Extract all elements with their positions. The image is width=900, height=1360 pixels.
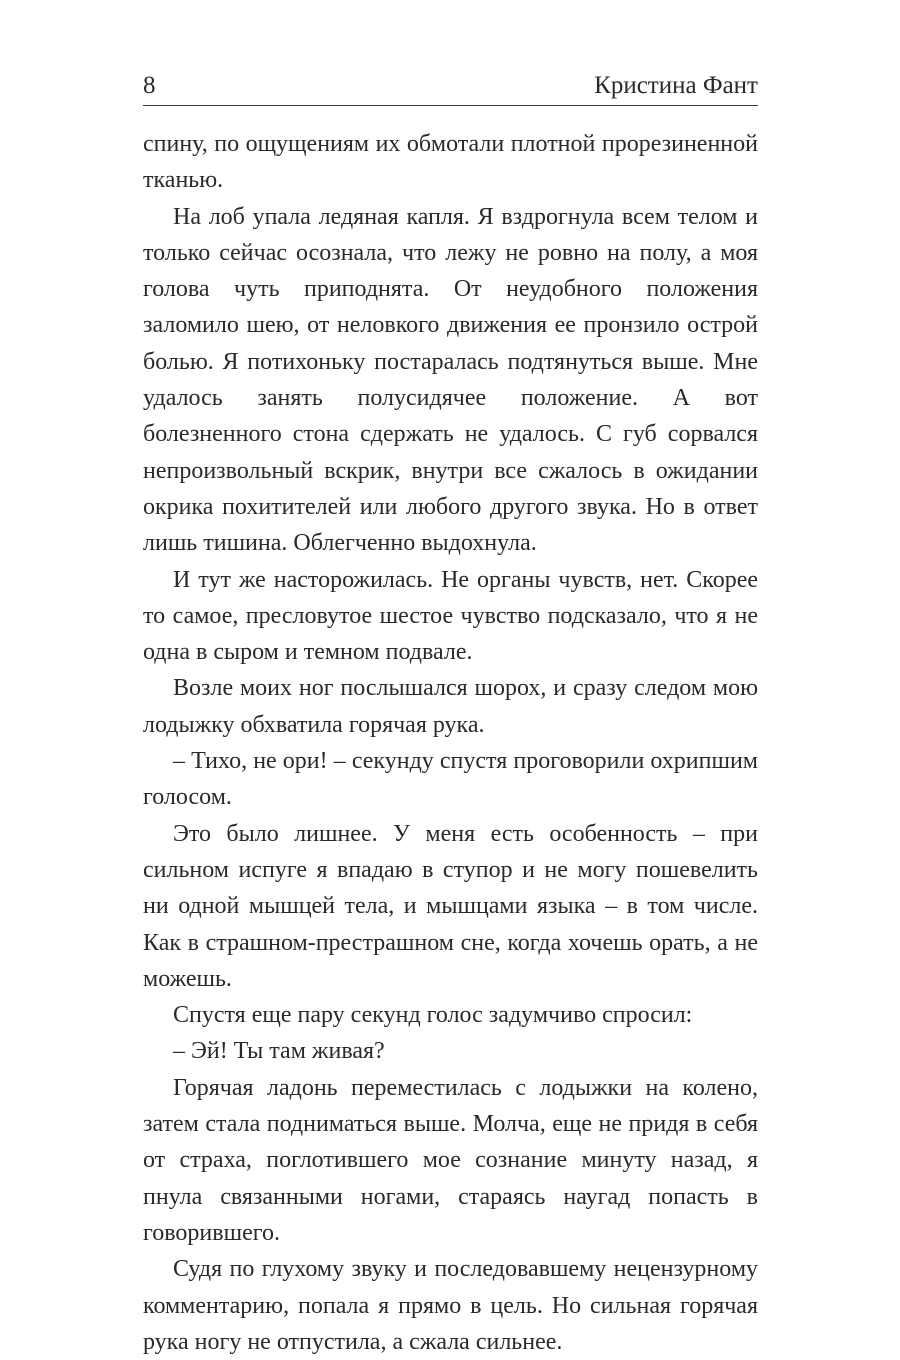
- body-text: [143, 126, 758, 1360]
- running-title: Кристина Фант: [594, 72, 758, 99]
- paragraph: Это было лишнее. У меня есть особенность – при сильном испуге я впадаю в ступор и не могу пошевелить ни одной мышцей тела, и мышцами языка – в том числе. Как в страшном-престрашном сне, когда хочешь орать, а не можешь.: [143, 820, 758, 992]
- header-rule: [143, 105, 758, 106]
- running-header: [143, 66, 758, 100]
- paragraph: И тут же насторожилась. Не органы чувств, нет. Скорее то самое, пресловутое шестое чувство подсказало, что я не одна в сыром и темном подвале.: [143, 566, 758, 666]
- paragraph: Горячая ладонь переместилась с лодыжки на колено, затем стала подниматься выше. Молча, еще не придя в себя от страха, поглотившего мое сознание минуту назад, я пнула связанными ногами, стараясь наугад попасть в говорившего.: [143, 1074, 758, 1246]
- paragraph: Возле моих ног послышался шорох, и сразу следом мою лодыжку обхватила горячая рука.: [143, 675, 758, 738]
- paragraph: Спустя еще пару секунд голос задумчиво спросил:: [173, 1002, 693, 1029]
- paragraph: Судя по глухому звуку и последовавшему нецензурному комментарию, попала я прямо в цель. Но сильная горячая рука ногу не отпустила, а сжала сильнее.: [143, 1256, 758, 1355]
- paragraph: На лоб упала ледяная капля. Я вздрогнула всем телом и только сейчас осознала, что лежу не ровно на полу, а моя голова чуть приподнята. От неудобного положения заломило шею, от неловкого движения ее пронзило острой болью. Я потихоньку постаралась подтянуться выше. Мне удалось занять полусидячее положение. А вот болезненного стона сдержать не удалось. С губ сорвался непроизвольный вскрик, внутри все сжалось в ожидании окрика похитителей или любого другого звука. Но в ответ лишь тишина. Облегченно выдохнула.: [143, 203, 758, 557]
- paragraph: спину, по ощущениям их обмотали плотной прорезиненной тканью.: [143, 131, 758, 194]
- page-number: 8: [143, 72, 156, 99]
- paragraph: – Тихо, не ори! – секунду спустя проговорили охрипшим голосом.: [143, 748, 758, 811]
- paragraph: – Эй! Ты там живая?: [173, 1038, 385, 1065]
